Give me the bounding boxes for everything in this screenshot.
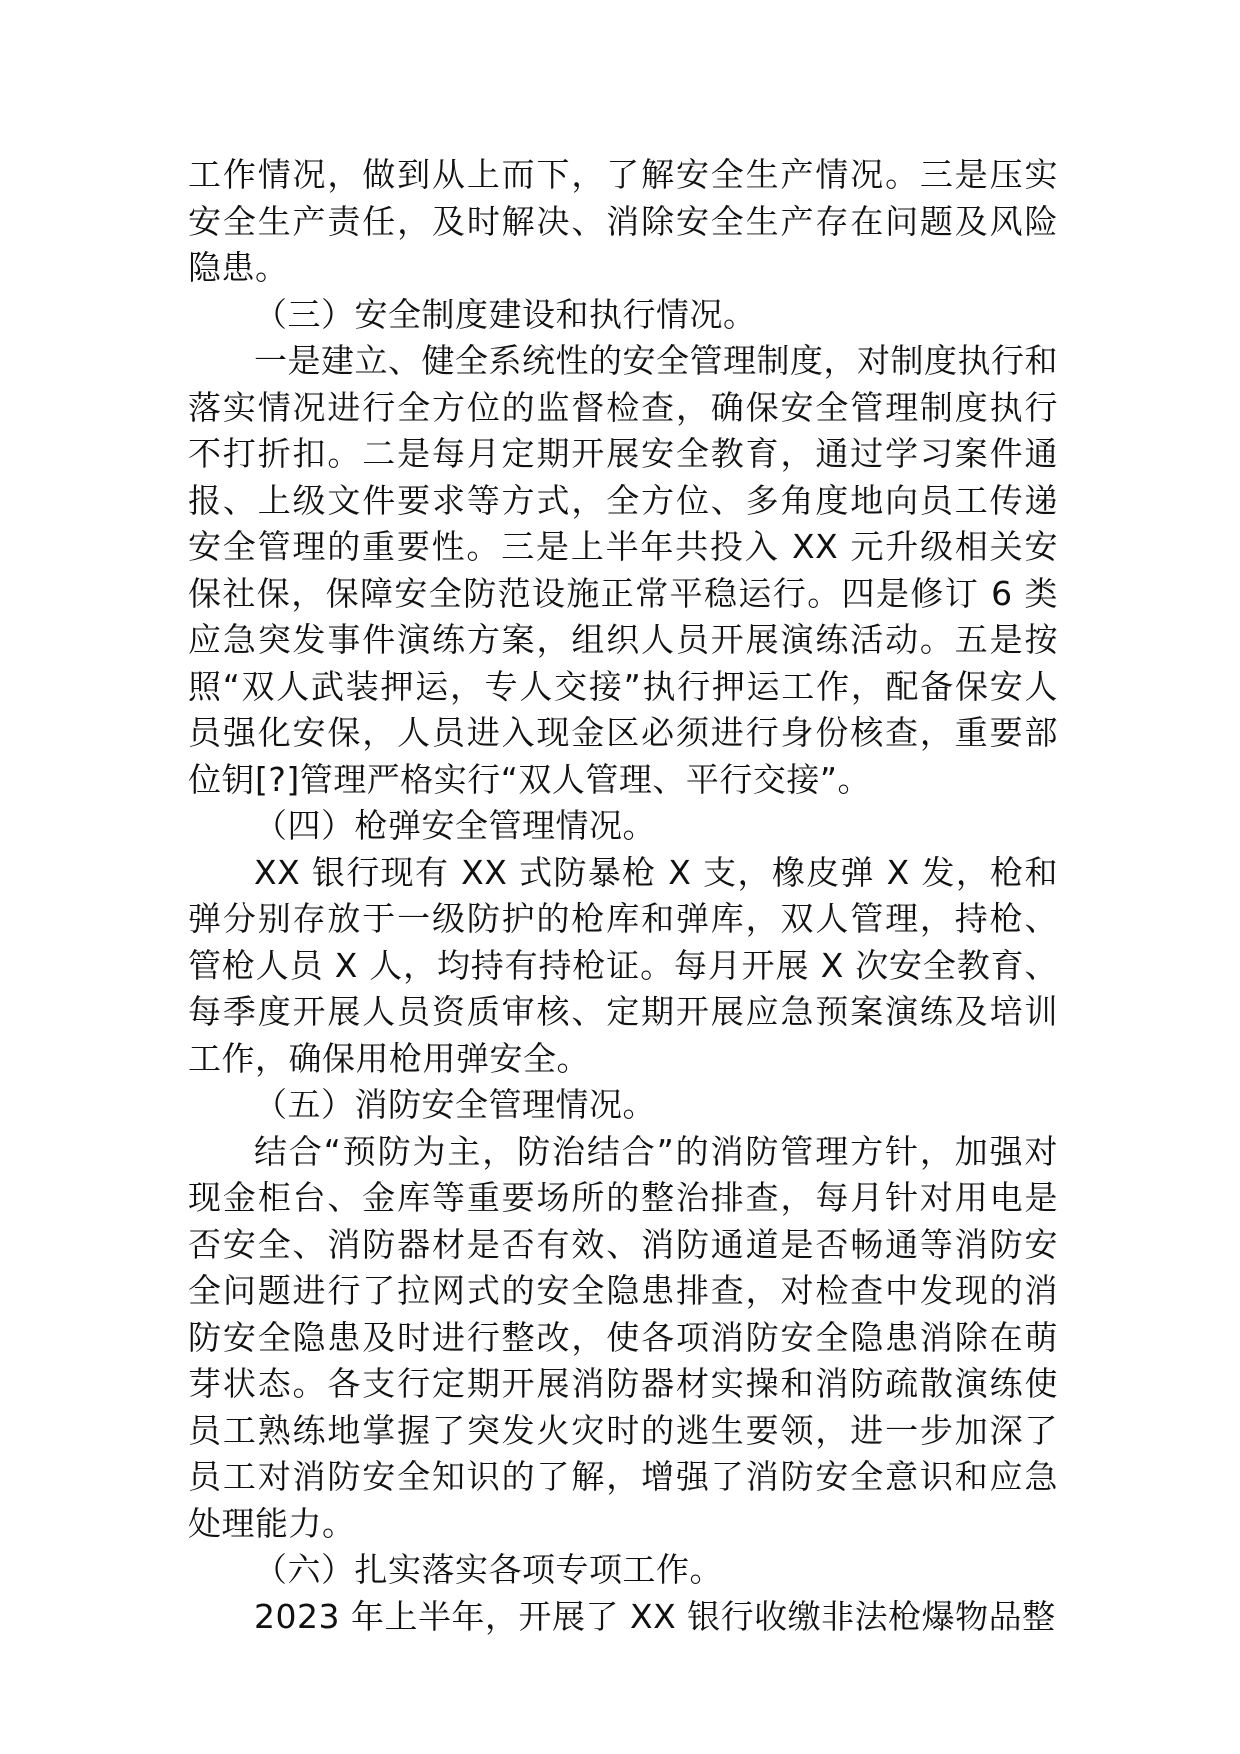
paragraph-firearms: XX 银行现有 XX 式防暴枪 X 支，橡皮弹 X 发，枪和弹分别存放于一级防护的枪库和弹库，双人管理，持枪、管枪人员 X 人，均持有持枪证。每月开展 X 次安全教育、每季度开展人员资质审核、定期开展应急预案演练及培训工作，确保用枪用弹安全。	[188, 852, 1058, 1078]
paragraph-safety-system: 一是建立、健全系统性的安全管理制度，对制度执行和落实情况进行全方位的监督检查，确保安全管理制度执行不打折扣。二是每月定期开展安全教育，通过学习案件通报、上级文件要求等方式，全方位、多角度地向员工传递安全管理的重要性。三是上半年共投入 XX 元升级相关安保社保，保障安全防范设施正常平稳运行。四是修订 6 类应急突发事件演练方案，组织人员开展演练活动。五是按照“双人武装押运，专人交接”执行押运工作，配备保安人员强化安保，人员进入现金区必须进行身份核查，重要部位钥[?]管理严格实行“双人管理、平行交接”。	[188, 341, 1058, 799]
section-heading-5: （五）消防安全管理情况。	[254, 1085, 656, 1124]
section-heading-4: （四）枪弹安全管理情况。	[254, 806, 656, 845]
paragraph-special-work: 2023 年上半年，开展了 XX 银行收缴非法枪爆物品整	[254, 1596, 1056, 1636]
paragraph-fire-safety: 结合“预防为主，防治结合”的消防管理方针，加强对现金柜台、金库等重要场所的整治排查，每月针对用电是否安全、消防器材是否有效、消防通道是否畅通等消防安全问题进行了拉网式的安全隐患排查，对检查中发现的消防安全隐患及时进行整改，使各项消防安全隐患消除在萌芽状态。各支行定期开展消防器材实操和消防疏散演练使员工熟练地掌握了突发火灾时的逃生要领，进一步加深了员工对消防安全知识的了解，增强了消防安全意识和应急处理能力。	[188, 1131, 1058, 1543]
section-heading-6: （六）扎实落实各项专项工作。	[254, 1550, 723, 1589]
section-heading-3: （三）安全制度建设和执行情况。	[254, 294, 757, 334]
document-body	[188, 152, 1058, 1640]
paragraph-continuation: 工作情况，做到从上而下，了解安全生产情况。三是压实安全生产责任，及时解决、消除安全生产存在问题及风险隐患。	[188, 155, 1058, 287]
